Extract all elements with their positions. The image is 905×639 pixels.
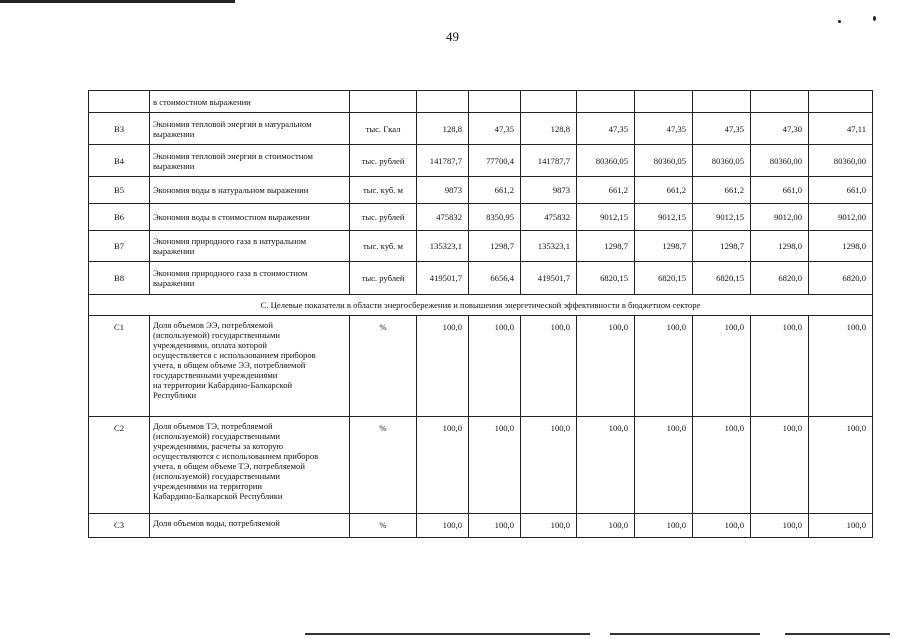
table-cell-value: 661,2 (577, 177, 635, 204)
table-cell-value: 100,0 (521, 514, 577, 538)
table-row (89, 262, 873, 295)
name-line: на территории Кабардино-Балкарской (153, 380, 293, 390)
footer-line (785, 633, 890, 635)
name-line: (используемой) государственными (153, 431, 280, 441)
table-row (89, 316, 873, 417)
page-number: 49 (446, 29, 459, 44)
name-line: осуществляется с использованием приборов (153, 350, 316, 360)
table-cell-unit: % (350, 417, 417, 514)
table-cell-value: 100,0 (469, 514, 521, 538)
name-line: (используемой) государственными (153, 330, 280, 340)
table-cell-code: В4 (89, 145, 150, 177)
table-cell-value: 1298,7 (577, 231, 635, 262)
table-cell-name: в стоимостном выражении (150, 91, 350, 113)
table-cell-value: 100,0 (469, 417, 521, 514)
table-cell-name (150, 417, 350, 514)
table-cell-value: 100,0 (751, 417, 809, 514)
table-cell-value: 47,11 (809, 113, 873, 145)
table-cell-value: 47,35 (577, 113, 635, 145)
table-cell-code: С1 (89, 316, 150, 417)
table-cell-value: 9012,00 (809, 204, 873, 231)
table-cell-value: 47,35 (693, 113, 751, 145)
table-cell-value: 100,0 (577, 514, 635, 538)
table-cell-value: 475832 (521, 204, 577, 231)
table-cell-unit: тыс. рублей (350, 262, 417, 295)
table-cell-value: 661,2 (693, 177, 751, 204)
table-cell-value: 100,0 (809, 316, 873, 417)
table-cell-value: 100,0 (417, 417, 469, 514)
table-cell-value: 6820,15 (635, 262, 693, 295)
table-cell-value: 128,8 (417, 113, 469, 145)
name-line: (используемой) государственными (153, 471, 280, 481)
table-row (89, 113, 873, 145)
name-line: учета, в общем объеме ЭЭ, потребляемой (153, 360, 306, 370)
table-cell-value: 128,8 (521, 113, 577, 145)
table-cell-value: 100,0 (751, 316, 809, 417)
table-cell-unit: % (350, 316, 417, 417)
table-cell-value: 8350,95 (469, 204, 521, 231)
table-cell-unit: тыс. Гкал (350, 113, 417, 145)
name-line: Доля объемов ЭЭ, потребляемой (153, 320, 274, 330)
table-cell-value: 47,35 (635, 113, 693, 145)
table-cell-unit: тыс. рублей (350, 204, 417, 231)
name-line: учреждениями на территории (153, 481, 262, 491)
table-cell-value (751, 91, 809, 113)
table-cell-value: 100,0 (693, 417, 751, 514)
table-cell-value (521, 91, 577, 113)
table-cell-name: Экономия воды в натуральном выражении (150, 177, 350, 204)
table-cell-value: 80360,05 (693, 145, 751, 177)
table-cell-value: 1298,0 (751, 231, 809, 262)
table-cell-value: 9873 (521, 177, 577, 204)
table-cell-value: 9012,15 (577, 204, 635, 231)
name-line: Республики (153, 390, 197, 400)
table-cell-value: 1298,7 (693, 231, 751, 262)
table-cell-name (150, 514, 350, 538)
table-cell-code: В7 (89, 231, 150, 262)
table-cell-value: 6656,4 (469, 262, 521, 295)
table-cell-value: 100,0 (635, 316, 693, 417)
table-row (89, 231, 873, 262)
scan-dot-1 (838, 20, 841, 23)
table-cell-value: 6820,0 (751, 262, 809, 295)
table-row (89, 145, 873, 177)
table-cell-value: 80360,05 (635, 145, 693, 177)
name-line: учреждениями, расчеты за которую (153, 441, 284, 451)
table-cell-value: 80360,00 (751, 145, 809, 177)
section-heading: С. Целевые показатели в области энергосбережения и повышения энергетической эффективности в бюджетном секторе (89, 295, 873, 316)
table-cell-name: Экономия тепловой энергии в стоимостном выражении (150, 145, 350, 177)
table-cell-unit: тыс. рублей (350, 145, 417, 177)
table-cell-value: 135323,1 (417, 231, 469, 262)
table-cell-code: В5 (89, 177, 150, 204)
table-cell-value: 100,0 (417, 514, 469, 538)
table-cell-unit: тыс. куб. м (350, 231, 417, 262)
table-cell-value: 9873 (417, 177, 469, 204)
table-cell-value: 100,0 (577, 316, 635, 417)
table-cell-value: 80360,05 (577, 145, 635, 177)
table-cell-value: 661,0 (751, 177, 809, 204)
table-cell-value: 100,0 (693, 316, 751, 417)
table-cell-value: 80360,00 (809, 145, 873, 177)
table-cell-value: 6820,15 (693, 262, 751, 295)
table-cell-unit: тыс. куб. м (350, 177, 417, 204)
table-cell-value: 100,0 (521, 316, 577, 417)
table-cell-value (577, 91, 635, 113)
table-cell-value: 100,0 (469, 316, 521, 417)
table-cell-value: 100,0 (577, 417, 635, 514)
table-cell-unit: % (350, 514, 417, 538)
table-cell-value: 6820,0 (809, 262, 873, 295)
table-cell-name: Экономия тепловой энергии в натуральном выражении (150, 113, 350, 145)
table-cell-value: 9012,15 (635, 204, 693, 231)
table-cell-value: 1298,0 (809, 231, 873, 262)
name-line: Доля объемов ТЭ, потребляемой (153, 421, 273, 431)
table-row (89, 514, 873, 538)
table-cell-value: 9012,15 (693, 204, 751, 231)
table-cell-value (809, 91, 873, 113)
table-cell-unit (350, 91, 417, 113)
table-cell-value: 9012,00 (751, 204, 809, 231)
table-cell-value: 141787,7 (521, 145, 577, 177)
table-cell-value: 100,0 (635, 417, 693, 514)
table-cell-value: 419501,7 (521, 262, 577, 295)
table-cell-code (89, 91, 150, 113)
indicator-table-container (88, 90, 872, 538)
table-cell-name: Экономия природного газа в натуральном выражении (150, 231, 350, 262)
table-cell-value: 1298,7 (635, 231, 693, 262)
table-row (89, 417, 873, 514)
section-heading-row (89, 295, 873, 316)
table-row (89, 204, 873, 231)
table-cell-value: 100,0 (809, 514, 873, 538)
table-cell-value (417, 91, 469, 113)
table-cell-value: 100,0 (417, 316, 469, 417)
name-line: учреждениями, оплата которой (153, 340, 267, 350)
table-cell-value: 6820,15 (577, 262, 635, 295)
table-cell-value: 100,0 (635, 514, 693, 538)
table-row (89, 177, 873, 204)
table-cell-value (635, 91, 693, 113)
name-line: Кабардино-Балкарской Республики (153, 491, 283, 501)
table-cell-value: 47,30 (751, 113, 809, 145)
table-cell-value: 135323,1 (521, 231, 577, 262)
name-line: государственными учреждениями (153, 370, 278, 380)
table-cell-code: В6 (89, 204, 150, 231)
table-cell-value: 100,0 (809, 417, 873, 514)
table-cell-value: 661,2 (469, 177, 521, 204)
table-cell-value: 661,2 (635, 177, 693, 204)
scan-dot-2 (873, 16, 876, 21)
table-cell-value: 100,0 (751, 514, 809, 538)
indicator-table-body (89, 91, 873, 538)
table-cell-name: Экономия природного газа в стоимостном выражении (150, 262, 350, 295)
table-cell-name (150, 316, 350, 417)
table-cell-value: 100,0 (521, 417, 577, 514)
footer-line (305, 633, 590, 635)
table-cell-value: 475832 (417, 204, 469, 231)
footer-line (610, 633, 760, 635)
table-cell-value (693, 91, 751, 113)
table-cell-value (469, 91, 521, 113)
name-line: осуществляются с использованием приборов (153, 451, 319, 461)
name-line: учета, в общем объеме ТЭ, потребляемой (153, 461, 305, 471)
table-cell-value: 47,35 (469, 113, 521, 145)
table-cell-value: 1298,7 (469, 231, 521, 262)
name-line: Доля объемов воды, потребляемой (153, 518, 280, 528)
table-cell-code: С2 (89, 417, 150, 514)
table-cell-value: 141787,7 (417, 145, 469, 177)
table-cell-code: В8 (89, 262, 150, 295)
table-cell-value: 100,0 (693, 514, 751, 538)
table-cell-value: 77700,4 (469, 145, 521, 177)
table-cell-value: 419501,7 (417, 262, 469, 295)
scan-artifact-top-left (0, 0, 235, 3)
table-cell-name: Экономия воды в стоимостном выражении (150, 204, 350, 231)
table-cell-value: 661,0 (809, 177, 873, 204)
continuation-row (89, 91, 873, 113)
table-cell-code: В3 (89, 113, 150, 145)
indicator-table (88, 90, 873, 538)
table-cell-code: С3 (89, 514, 150, 538)
